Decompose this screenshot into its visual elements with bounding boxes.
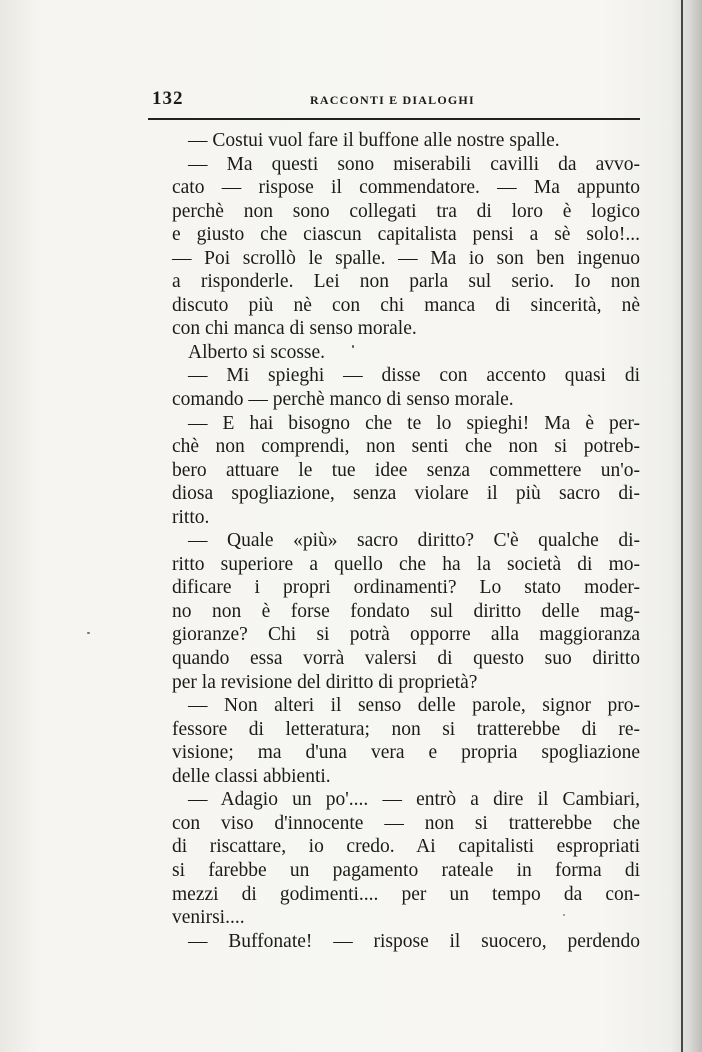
text-line: — Mi spieghi — disse con accento quasi di bbox=[188, 365, 640, 387]
text-line: no non è forse fondato sul diritto delle mag- bbox=[172, 600, 640, 622]
ink-speck bbox=[563, 914, 565, 916]
text-line: diosa spogliazione, senza violare il più sacro di- bbox=[172, 483, 640, 505]
ink-speck bbox=[87, 632, 90, 634]
text-line: di riscattare, io credo. Ai capitalisti espropriati bbox=[172, 836, 640, 858]
text-line: — Adagio un po'.... — entrò a dire il Cambiari, bbox=[188, 789, 640, 811]
page-header bbox=[152, 88, 640, 112]
header-rule bbox=[148, 118, 640, 120]
text-line: dificare i propri ordinamenti? Lo stato moder- bbox=[172, 577, 640, 599]
text-line: — Non alteri il senso delle parole, signor pro- bbox=[188, 695, 640, 717]
text-line: comando — perchè manco di senso morale. bbox=[172, 389, 514, 411]
text-line: — Poi scrollò le spalle. — Ma io son ben ingenuo bbox=[172, 247, 640, 269]
text-line: cato — rispose il commendatore. — Ma appunto bbox=[172, 177, 640, 199]
page-number: 132 bbox=[152, 88, 184, 109]
body-text bbox=[172, 129, 640, 953]
text-line: chè non comprendi, non senti che non si potreb- bbox=[172, 436, 640, 458]
text-line: con chi manca di senso morale. bbox=[172, 318, 417, 340]
text-line: — E hai bisogno che te lo spieghi! Ma è per- bbox=[188, 412, 640, 434]
text-line: mezzi di godimenti.... per un tempo da con- bbox=[172, 883, 640, 905]
page-edge-shadow bbox=[681, 0, 683, 1052]
text-line: bero attuare le tue idee senza commettere un'o- bbox=[172, 459, 640, 481]
text-line: ritto. bbox=[172, 506, 210, 528]
text-line: — Ma questi sono miserabili cavilli da avvo- bbox=[188, 153, 640, 175]
text-line: Alberto si scosse. bbox=[188, 341, 326, 363]
text-line: — Quale «più» sacro diritto? C'è qualche di- bbox=[188, 530, 640, 552]
text-line: si farebbe un pagamento rateale in forma di bbox=[172, 859, 640, 881]
text-line: ritto superiore a quello che ha la società di mo- bbox=[172, 553, 640, 575]
ink-speck bbox=[352, 345, 354, 348]
text-line: quando essa vorrà valersi di questo suo diritto bbox=[172, 648, 640, 670]
text-line: gioranze? Chi si potrà opporre alla maggioranza bbox=[172, 624, 640, 646]
text-line: a risponderle. Lei non parla sul serio. Io non bbox=[172, 271, 640, 293]
running-title: RACCONTI E DIALOGHI bbox=[310, 93, 475, 107]
text-line: visione; ma d'una vera e propria spogliazione bbox=[172, 742, 640, 764]
text-line: e giusto che ciascun capitalista pensi a sè solo!... bbox=[172, 224, 640, 246]
text-line: — Buffonate! — rispose il suocero, perdendo bbox=[188, 930, 640, 952]
text-line: delle classi abbienti. bbox=[172, 765, 331, 787]
text-line: venirsi.... bbox=[172, 907, 245, 929]
text-line: con viso d'innocente — non si tratterebbe che bbox=[172, 812, 640, 834]
text-line: — Costui vuol fare il buffone alle nostre spalle. bbox=[188, 130, 560, 151]
text-line: fessore di letteratura; non si tratterebbe di re- bbox=[172, 718, 640, 740]
text-line: discuto più nè con chi manca di sincerità, nè bbox=[172, 294, 640, 316]
text-line: perchè non sono collegati tra di loro è logico bbox=[172, 200, 640, 222]
text-line: per la revisione del diritto di proprietà? bbox=[172, 671, 478, 693]
